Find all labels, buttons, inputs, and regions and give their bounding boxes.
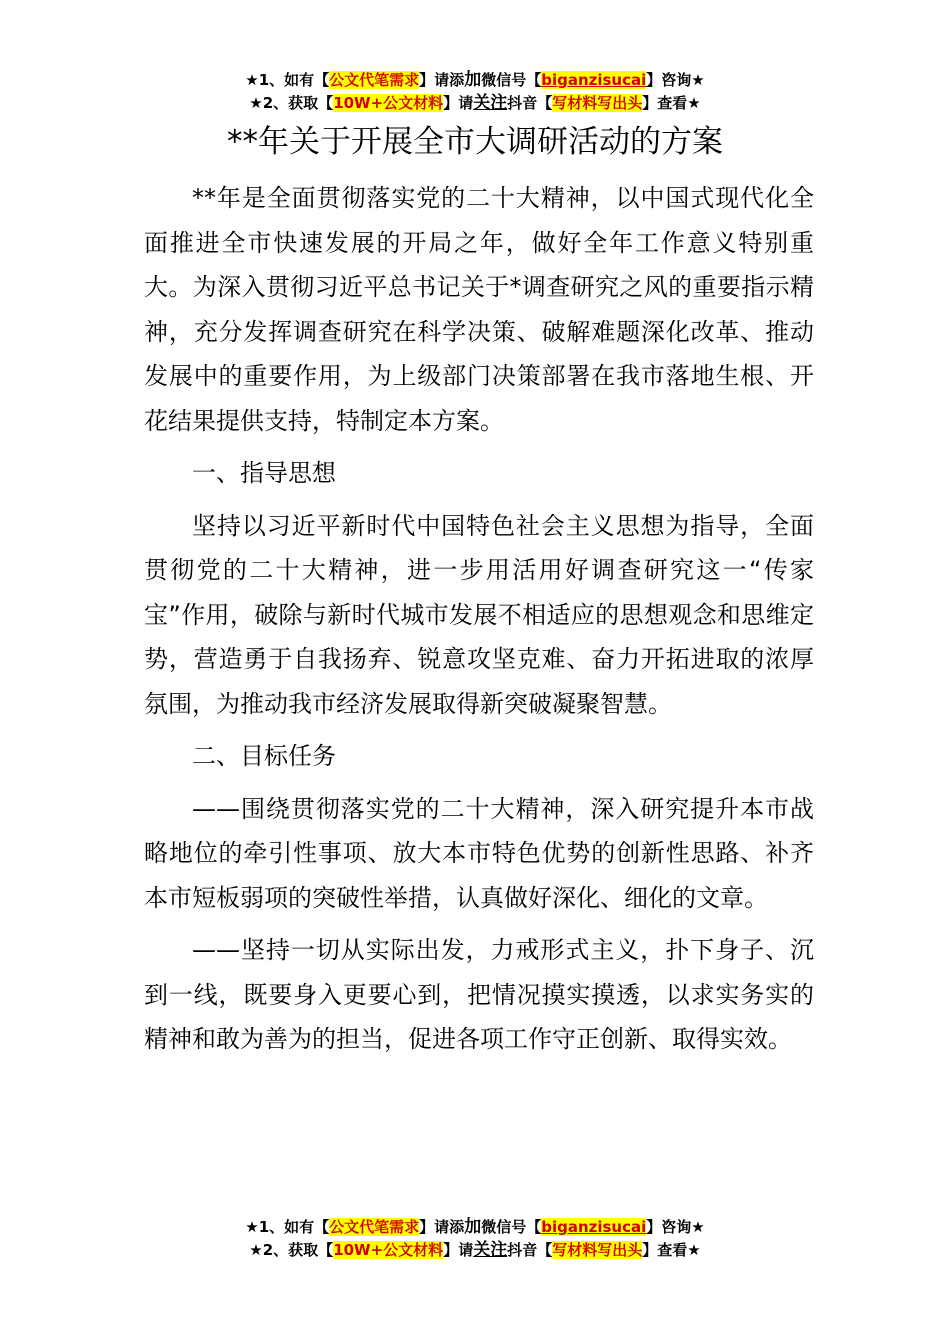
intro-paragraph: **年是全面贯彻落实党的二十大精神，以中国式现代化全面推进全市快速发展的开局之年，做好全年工作意义特别重大。为深入贯彻习近平总书记关于*调查研究之风的重要指示精神，充分发挥调查研究在科学决策、破解难题深化改革、推动发展中的重要作用，为上级部门决策部署在我市落地生根、开花结果提供支持，特制定本方案。: [144, 184, 814, 435]
ad-text: 】请添: [419, 1218, 465, 1236]
douyin-account: 写材料写出头: [552, 1241, 643, 1259]
goal-paragraph-1: ——围绕贯彻落实党的二十大精神，深入研究提升本市战略地位的牵引性事项、放大本市特色优势的创新性思路、补齐本市短板弱项的突破性举措，认真做好深化、细化的文章。: [144, 794, 814, 912]
ad-highlight-service: 公文代笔需求: [329, 1218, 420, 1236]
bottom-ad-banner: [0, 1216, 950, 1262]
ad-text: 】请: [443, 94, 474, 112]
ad-text: ★2、获取【: [249, 1241, 334, 1259]
document-body: [144, 176, 814, 1062]
ad-highlight-service: 公文代笔需求: [329, 71, 420, 89]
guiding-ideology-paragraph: 坚持以习近平新时代中国特色社会主义思想为指导，全面贯彻党的二十大精神，进一步用活用好调查研究这一“传家宝”作用，破除与新时代城市发展不相适应的思想观念和思维定势，营造勇于自我扬弃、锐意攻坚克难、奋力开拓进取的浓厚氛围，为推动我市经济发展取得新突破凝聚智慧。: [144, 511, 814, 718]
document-title: **年关于开展全市大调研活动的方案: [227, 124, 723, 160]
ad-text: 微信号【: [481, 71, 542, 89]
ad-text: 】请添: [419, 71, 465, 89]
ad-text: 】咨询★: [646, 71, 705, 89]
ad-line-douyin: [0, 92, 950, 115]
ad-highlight-materials: 10W+公文材料: [333, 1241, 444, 1259]
ad-text: 】咨询★: [646, 1218, 705, 1236]
ad-text: 抖音【: [507, 1241, 553, 1259]
ad-line-douyin: [0, 1239, 950, 1262]
wechat-id: biganzisucai: [541, 1218, 647, 1236]
ad-text-emphasis: 关注: [473, 93, 508, 113]
wechat-id: biganzisucai: [541, 71, 647, 89]
section-heading-guiding-ideology: 一、指导思想: [192, 459, 336, 487]
ad-text: ★2、获取【: [249, 94, 334, 112]
section-heading-goals: 二、目标任务: [192, 742, 336, 770]
ad-text-emphasis: 加: [464, 70, 482, 90]
ad-text: ★1、如有【: [245, 1218, 330, 1236]
top-ad-banner: [0, 69, 950, 115]
ad-text: 】查看★: [642, 1241, 701, 1259]
ad-text: 】查看★: [642, 94, 701, 112]
ad-line-wechat: [0, 69, 950, 92]
ad-text: ★1、如有【: [245, 71, 330, 89]
ad-text: 抖音【: [507, 94, 553, 112]
goal-paragraph-2: ——坚持一切从实际出发，力戒形式主义，扑下身子、沉到一线，既要身入更要心到，把情况摸实摸透，以求实务实的精神和敢为善为的担当，促进各项工作守正创新、取得实效。: [144, 936, 814, 1053]
ad-text: 】请: [443, 1241, 474, 1259]
ad-text-emphasis: 加: [464, 1217, 482, 1237]
ad-text: 微信号【: [481, 1218, 542, 1236]
ad-highlight-materials: 10W+公文材料: [333, 94, 444, 112]
ad-line-wechat: [0, 1216, 950, 1239]
douyin-account: 写材料写出头: [552, 94, 643, 112]
ad-text-emphasis: 关注: [473, 1240, 508, 1260]
